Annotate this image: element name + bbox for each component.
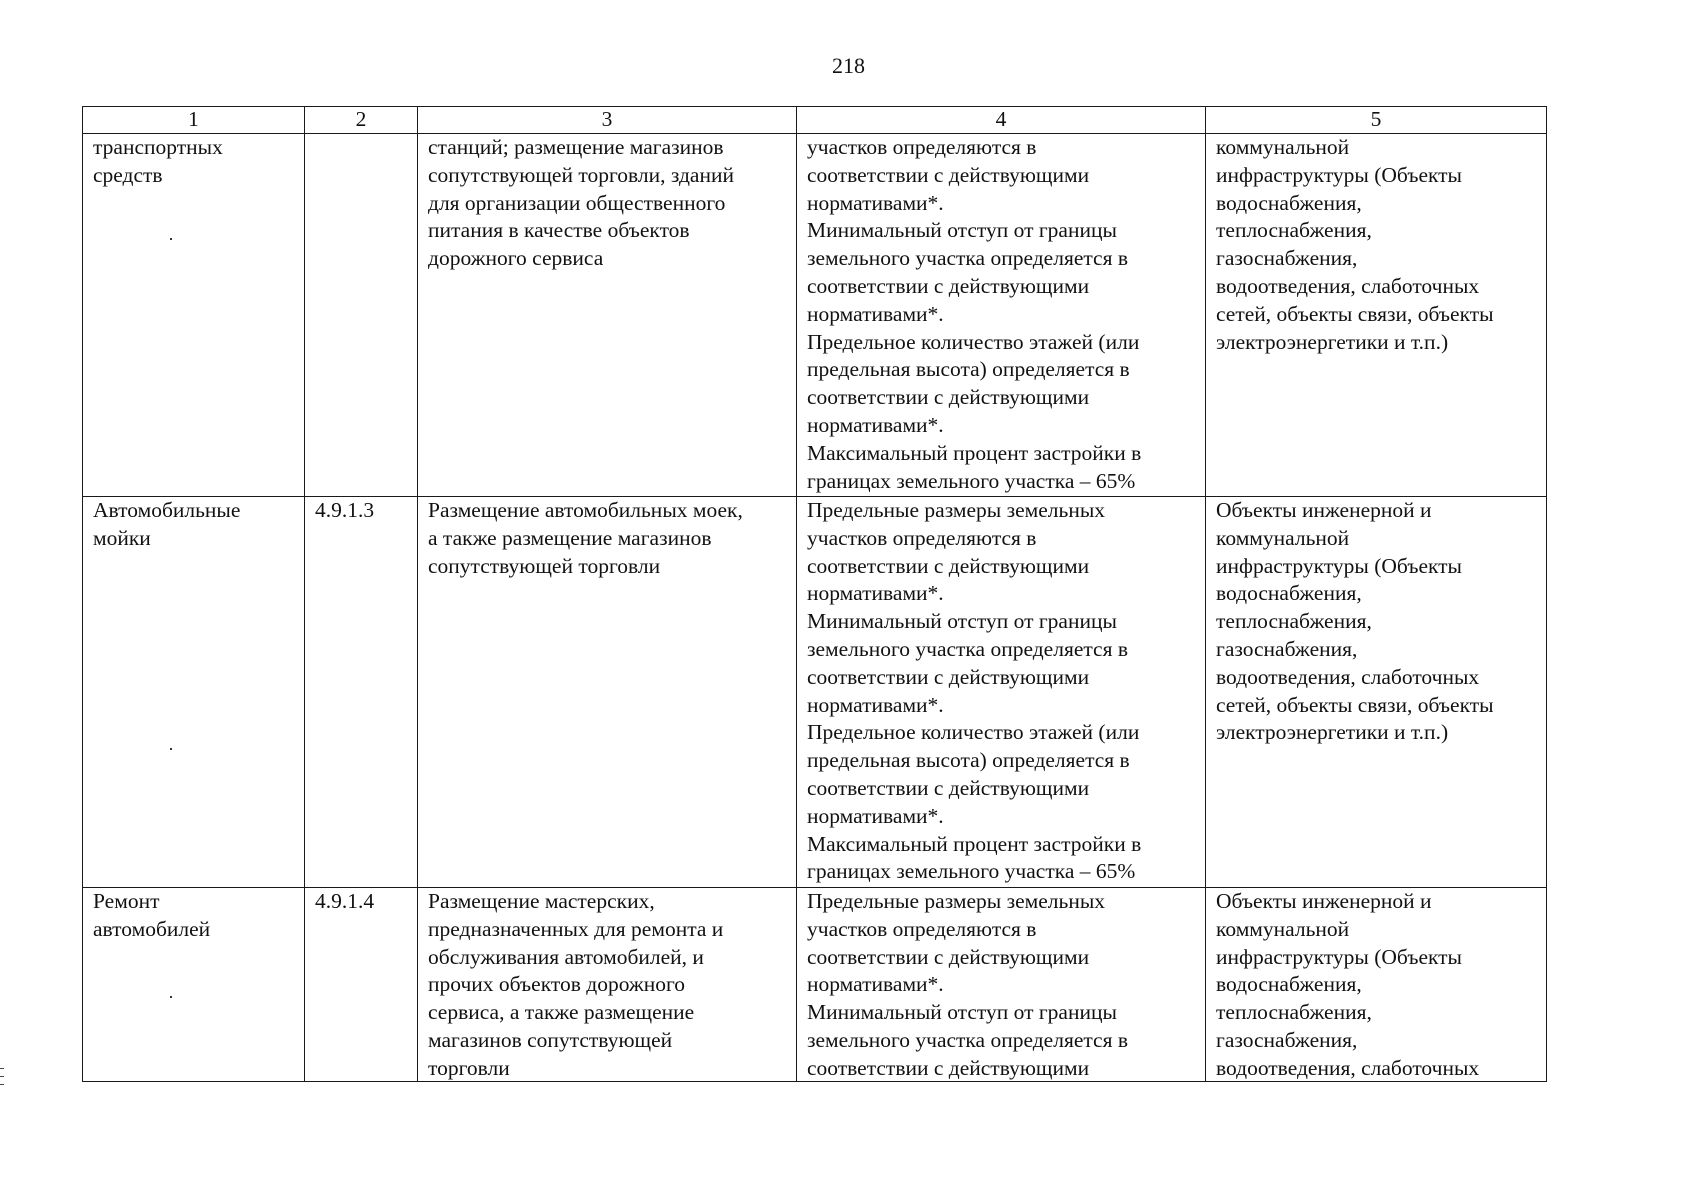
auxiliary-uses-cell: [1206, 134, 1547, 497]
column-header-2: 2: [305, 107, 418, 134]
code-text: 4.9.1.3: [315, 498, 375, 522]
scan-speck: [170, 748, 172, 750]
scan-edge-mark: [0, 1068, 4, 1069]
code-cell: [305, 134, 418, 497]
column-header-3: 3: [418, 107, 797, 134]
use-type-text: транспортных средств: [93, 135, 223, 187]
parameters-cell: [797, 497, 1206, 888]
description-text: Размещение автомобильных моек, а также размещение магазинов сопутствующей торговли: [428, 498, 743, 578]
scan-edge-mark: [0, 1084, 4, 1085]
table-row: [83, 134, 1547, 497]
code-cell: [305, 888, 418, 1082]
description-text: Размещение мастерских, предназначенных для ремонта и обслуживания автомобилей, и прочих объектов дорожного сервиса, а также размещение магазинов сопутствующей торговли: [428, 889, 724, 1080]
parameters-text: Предельные размеры земельных участков определяются в соответствии с действующими нормативами*. Минимальный отступ от границы земельного участка определяется в соответствии с действующими нормативами*. Предельное количество этажей (или предельная высота) определяется в соответствии с действующими нормативами*. Максимальный процент застройки в границах земельного участка – 65%: [807, 498, 1142, 884]
auxiliary-uses-text: Объекты инженерной и коммунальной инфраструктуры (Объекты водоснабжения, теплоснабжения, газоснабжения, водоотведения, слаботочных сетей, объекты связи, объекты электроэнергетики и т.п.): [1216, 498, 1494, 745]
use-type-cell: [83, 888, 305, 1082]
table-row: [83, 497, 1547, 888]
parameters-text: Предельные размеры земельных участков определяются в соответствии с действующими нормативами*. Минимальный отступ от границы земельного участка определяется в соответствии с действующими: [807, 889, 1128, 1080]
code-cell: [305, 497, 418, 888]
table-header-row: [83, 107, 1547, 134]
description-cell: [418, 497, 797, 888]
use-type-cell: [83, 497, 305, 888]
use-type-cell: [83, 134, 305, 497]
auxiliary-uses-cell: [1206, 888, 1547, 1082]
scan-speck: [170, 238, 172, 240]
description-cell: [418, 134, 797, 497]
auxiliary-uses-cell: [1206, 497, 1547, 888]
table-row: [83, 888, 1547, 1082]
parameters-text: участков определяются в соответствии с действующими нормативами*. Минимальный отступ от границы земельного участка определяется в соответствии с действующими нормативами*. Предельное количество этажей (или предельная высота) определяется в соответствии с действующими нормативами*. Максимальный процент застройки в границах земельного участка – 65%: [807, 135, 1142, 493]
auxiliary-uses-text: коммунальной инфраструктуры (Объекты водоснабжения, теплоснабжения, газоснабжения, водоотведения, слаботочных сетей, объекты связи, объекты электроэнергетики и т.п.): [1216, 135, 1494, 354]
use-type-text: Ремонт автомобилей: [93, 889, 211, 941]
column-header-1: 1: [83, 107, 305, 134]
page-number: 218: [832, 53, 865, 78]
description-cell: [418, 888, 797, 1082]
zoning-table: [82, 106, 1547, 1082]
scan-edge-mark: [0, 1076, 4, 1077]
column-header-5: 5: [1206, 107, 1547, 134]
description-text: станций; размещение магазинов сопутствующей торговли, зданий для организации общественного питания в качестве объектов дорожного сервиса: [428, 135, 734, 271]
column-header-4: 4: [797, 107, 1206, 134]
code-text: 4.9.1.4: [315, 889, 375, 913]
auxiliary-uses-text: Объекты инженерной и коммунальной инфраструктуры (Объекты водоснабжения, теплоснабжения, газоснабжения, водоотведения, слаботочных: [1216, 889, 1480, 1080]
scan-speck: [170, 996, 172, 998]
parameters-cell: [797, 888, 1206, 1082]
parameters-cell: [797, 134, 1206, 497]
use-type-text: Автомобильные мойки: [93, 498, 241, 550]
